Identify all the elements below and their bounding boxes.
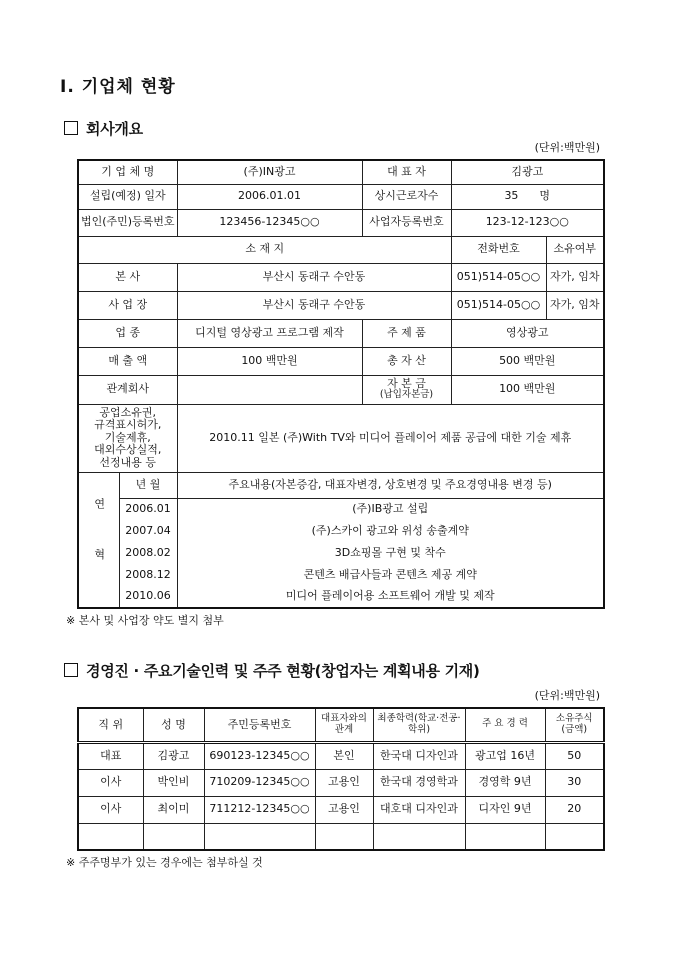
label-ceo: 대 표 자	[362, 160, 451, 184]
employees-unit: 명	[539, 189, 551, 203]
label-history	[78, 472, 119, 608]
biz-no: 123-12-123○○	[451, 209, 604, 236]
table-cell: 광고업 16년	[465, 742, 545, 769]
table-cell: 고용인	[315, 769, 373, 796]
founded-date: 2006.01.01	[177, 184, 362, 209]
table-cell: 대호대 디자인과	[373, 796, 465, 823]
history-content: 콘텐츠 배급사들과 콘텐츠 제공 계약	[177, 564, 604, 586]
ip-content: 2010.11 일본 (주)With TV와 미디어 플레이어 제품 공급에 대한 기술 제휴	[177, 404, 604, 472]
history-date: 2008.02	[119, 542, 177, 564]
table-row	[78, 742, 604, 769]
label-hq: 본 사	[78, 263, 177, 291]
label-industry: 업 종	[78, 319, 177, 347]
label-ownership: 소유여부	[546, 236, 604, 263]
history-row	[78, 542, 604, 564]
table-cell: 고용인	[315, 796, 373, 823]
table-cell: 711212-12345○○	[204, 796, 315, 823]
history-row	[78, 520, 604, 542]
section1-note: ※ 본사 및 사업장 약도 별지 첨부	[66, 614, 224, 628]
assets: 500 백만원	[451, 347, 604, 375]
history-content: (주)IB광고 설립	[177, 498, 604, 520]
label-history-text: 연 혁	[92, 498, 106, 578]
column-header: 주 요 경 력	[465, 708, 545, 742]
unit-label: (단위:백만원)	[534, 689, 600, 703]
checkbox-square-icon	[64, 663, 78, 677]
ceo-name: 김광고	[451, 160, 604, 184]
table-cell: 최이미	[143, 796, 204, 823]
history-date: 2006.01	[119, 498, 177, 520]
hq-address: 부산시 동래구 수안동	[177, 263, 451, 291]
label-phone: 전화번호	[451, 236, 546, 263]
table-cell: 이사	[78, 796, 143, 823]
table-cell: 한국대 디자인과	[373, 742, 465, 769]
employees-cell	[451, 184, 604, 209]
label-product: 주 제 품	[362, 319, 451, 347]
table-cell	[465, 823, 545, 850]
table-cell	[315, 823, 373, 850]
label-sales: 매 출 액	[78, 347, 177, 375]
sales: 100 백만원	[177, 347, 362, 375]
section-management	[64, 662, 660, 681]
history-row	[78, 564, 604, 586]
checkbox-square-icon	[64, 121, 78, 135]
section-title: 회사개요	[86, 120, 143, 138]
table-cell: 710209-12345○○	[204, 769, 315, 796]
unit-label: (단위:백만원)	[534, 141, 600, 154]
column-header: 성 명	[143, 708, 204, 742]
history-content: 미디어 플레이어용 소프트웨어 개발 및 제작	[177, 586, 604, 608]
table-row	[78, 823, 604, 850]
label-capital: 자 본 금	[387, 376, 426, 390]
label-affiliates: 관계회사	[78, 375, 177, 404]
table-cell	[373, 823, 465, 850]
label-corp-no: 법인(주민)등록번호	[78, 209, 177, 236]
table-row	[78, 796, 604, 823]
table-row	[78, 769, 604, 796]
hq-phone: 051)514-05○○	[451, 263, 546, 291]
column-header: 대표자와의관계	[315, 708, 373, 742]
table-cell: 690123-12345○○	[204, 742, 315, 769]
capital: 100 백만원	[451, 375, 604, 404]
section-title: 경영진 · 주요기술인력 및 주주 현황(창업자는 계획내용 기재)	[86, 662, 480, 681]
table-cell: 이사	[78, 769, 143, 796]
table-cell: 20	[545, 796, 604, 823]
label-history-date: 년 월	[119, 472, 177, 498]
industry: 디지털 영상광고 프로그램 제작	[177, 319, 362, 347]
label-assets: 총 자 산	[362, 347, 451, 375]
company-name: (주)IN광고	[177, 160, 362, 184]
hq-ownership: 자가, 임차	[546, 263, 604, 291]
history-date: 2008.12	[119, 564, 177, 586]
table-cell: 본인	[315, 742, 373, 769]
label-employees: 상시근로자수	[362, 184, 451, 209]
table-cell	[143, 823, 204, 850]
label-company-name: 기 업 체 명	[78, 160, 177, 184]
history-content: (주)스카이 광고와 위성 송출계약	[177, 520, 604, 542]
history-row	[78, 498, 604, 520]
column-header: 소유주식(금액)	[545, 708, 604, 742]
table-cell: 경영학 9년	[465, 769, 545, 796]
management-table	[77, 707, 605, 851]
site-address: 부산시 동래구 수안동	[177, 291, 451, 319]
section-company-overview	[64, 120, 660, 139]
label-location: 소 재 지	[78, 236, 451, 263]
history-row	[78, 586, 604, 608]
page-title: Ⅰ. 기업체 현황	[60, 77, 176, 97]
site-ownership: 자가, 임차	[546, 291, 604, 319]
label-founded: 설립(예정) 일자	[78, 184, 177, 209]
column-header: 최종학력(학교·전공·학위)	[373, 708, 465, 742]
label-capital-cell	[362, 375, 451, 404]
table-cell	[545, 823, 604, 850]
table-cell: 김광고	[143, 742, 204, 769]
table-cell: 박인비	[143, 769, 204, 796]
column-header: 직 위	[78, 708, 143, 742]
table-cell	[204, 823, 315, 850]
table-cell: 한국대 경영학과	[373, 769, 465, 796]
label-history-content: 주요내용(자본증감, 대표자변경, 상호변경 및 주요경영내용 변경 등)	[177, 472, 604, 498]
table-cell	[78, 823, 143, 850]
label-biz-no: 사업자등록번호	[362, 209, 451, 236]
column-header: 주민등록번호	[204, 708, 315, 742]
label-capital-sub: (납입자본금)	[379, 389, 434, 401]
table-cell: 30	[545, 769, 604, 796]
table-cell: 50	[545, 742, 604, 769]
product: 영상광고	[451, 319, 604, 347]
employees-count: 35	[504, 189, 519, 203]
affiliates	[177, 375, 362, 404]
site-phone: 051)514-05○○	[451, 291, 546, 319]
history-date: 2007.04	[119, 520, 177, 542]
label-ip: 공업소유권, 규격표시허가, 기술제휴, 대외수상실적, 선정내용 등	[78, 404, 177, 472]
corp-no: 123456-12345○○	[177, 209, 362, 236]
table-cell: 디자인 9년	[465, 796, 545, 823]
history-content: 3D쇼핑몰 구현 및 착수	[177, 542, 604, 564]
section2-note: ※ 주주명부가 있는 경우에는 첨부하실 것	[66, 856, 263, 870]
history-date: 2010.06	[119, 586, 177, 608]
company-overview-table	[77, 159, 605, 609]
label-site: 사 업 장	[78, 291, 177, 319]
table-cell: 대표	[78, 742, 143, 769]
